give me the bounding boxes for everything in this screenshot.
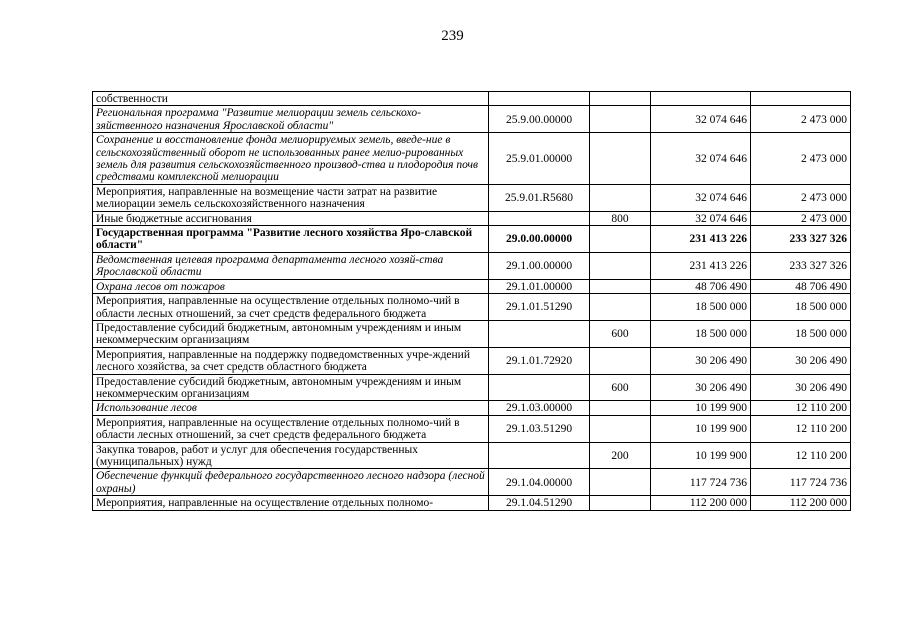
row-amount-year2-cell: 30 206 490 — [751, 374, 851, 401]
row-name-cell: Региональная программа "Развитие мелиорации земель сельскохо-зяйственного назначения Ярославской области" — [93, 106, 489, 133]
row-amount-year2-cell: 2 473 000 — [751, 184, 851, 211]
row-expense-type-cell — [590, 496, 651, 510]
table-row — [93, 469, 851, 496]
row-code-cell: 29.1.03.00000 — [489, 401, 590, 415]
table-row — [93, 184, 851, 211]
row-amount-year1-cell: 231 413 226 — [651, 252, 751, 279]
row-expense-type-cell — [590, 106, 651, 133]
table-row — [93, 294, 851, 321]
row-name-cell: Мероприятия, направленные на осуществление отдельных полномо-чий в области лесных отношений, за счет средств федерального бюджета — [93, 415, 489, 442]
row-name-cell: Государственная программа "Развитие лесного хозяйства Яро-славской области" — [93, 226, 489, 253]
row-expense-type-cell — [590, 252, 651, 279]
row-amount-year1-cell: 112 200 000 — [651, 496, 751, 510]
row-expense-type-cell: 600 — [590, 320, 651, 347]
row-amount-year2-cell — [751, 92, 851, 106]
row-amount-year1-cell: 30 206 490 — [651, 347, 751, 374]
row-name-cell: Сохранение и восстановление фонда мелиорируемых земель, введе-ние в сельскохозяйственный оборот не использованных ранее мелио-рированных земель для развития сельскохозяйственного производ-ства и плодородия почв средствами комплексной мелиорации — [93, 133, 489, 185]
row-code-cell — [489, 374, 590, 401]
row-code-cell: 29.1.04.51290 — [489, 496, 590, 510]
row-code-cell: 25.9.00.00000 — [489, 106, 590, 133]
row-code-cell: 25.9.01.R5680 — [489, 184, 590, 211]
row-name-cell: Мероприятия, направленные на осуществление отдельных полномо-чий в области лесных отношений, за счет средств федерального бюджета — [93, 294, 489, 321]
row-amount-year2-cell: 30 206 490 — [751, 347, 851, 374]
budget-table — [92, 91, 851, 511]
row-amount-year2-cell: 12 110 200 — [751, 415, 851, 442]
row-amount-year1-cell: 10 199 900 — [651, 401, 751, 415]
row-name-cell: собственности — [93, 92, 489, 106]
row-name-cell: Иные бюджетные ассигнования — [93, 211, 489, 225]
table-row — [93, 442, 851, 469]
row-amount-year2-cell: 117 724 736 — [751, 469, 851, 496]
row-code-cell — [489, 211, 590, 225]
table-row — [93, 92, 851, 106]
row-amount-year2-cell: 2 473 000 — [751, 133, 851, 185]
row-expense-type-cell — [590, 226, 651, 253]
row-amount-year2-cell: 233 327 326 — [751, 252, 851, 279]
row-code-cell: 29.1.01.00000 — [489, 279, 590, 293]
row-code-cell — [489, 442, 590, 469]
row-expense-type-cell — [590, 133, 651, 185]
row-name-cell: Закупка товаров, работ и услуг для обеспечения государственных (муниципальных) нужд — [93, 442, 489, 469]
row-expense-type-cell — [590, 347, 651, 374]
row-expense-type-cell — [590, 279, 651, 293]
table-row — [93, 279, 851, 293]
row-amount-year2-cell: 18 500 000 — [751, 320, 851, 347]
table-row — [93, 211, 851, 225]
row-code-cell — [489, 92, 590, 106]
row-code-cell: 29.1.04.00000 — [489, 469, 590, 496]
table-row — [93, 401, 851, 415]
row-expense-type-cell — [590, 184, 651, 211]
table-row — [93, 347, 851, 374]
row-name-cell: Предоставление субсидий бюджетным, автономным учреждениям и иным некоммерческим организациям — [93, 374, 489, 401]
row-amount-year1-cell — [651, 92, 751, 106]
row-code-cell: 29.1.03.51290 — [489, 415, 590, 442]
row-expense-type-cell — [590, 415, 651, 442]
row-code-cell: 29.0.00.00000 — [489, 226, 590, 253]
row-name-cell: Мероприятия, направленные на возмещение части затрат на развитие мелиорации земель сельскохозяйственного назначения — [93, 184, 489, 211]
row-expense-type-cell — [590, 401, 651, 415]
row-amount-year2-cell: 112 200 000 — [751, 496, 851, 510]
row-amount-year2-cell: 12 110 200 — [751, 442, 851, 469]
page-number: 239 — [441, 28, 464, 44]
row-name-cell: Охрана лесов от пожаров — [93, 279, 489, 293]
row-amount-year1-cell: 32 074 646 — [651, 184, 751, 211]
table-row — [93, 226, 851, 253]
row-code-cell: 29.1.01.72920 — [489, 347, 590, 374]
row-amount-year1-cell: 10 199 900 — [651, 442, 751, 469]
row-amount-year1-cell: 32 074 646 — [651, 106, 751, 133]
row-expense-type-cell — [590, 469, 651, 496]
table-row — [93, 496, 851, 510]
row-amount-year2-cell: 18 500 000 — [751, 294, 851, 321]
table-row — [93, 133, 851, 185]
row-name-cell: Использование лесов — [93, 401, 489, 415]
table-row — [93, 252, 851, 279]
row-amount-year1-cell: 32 074 646 — [651, 133, 751, 185]
row-name-cell: Мероприятия, направленные на осуществление отдельных полномо- — [93, 496, 489, 510]
row-amount-year2-cell: 48 706 490 — [751, 279, 851, 293]
row-expense-type-cell: 600 — [590, 374, 651, 401]
row-expense-type-cell — [590, 92, 651, 106]
row-expense-type-cell — [590, 294, 651, 321]
row-amount-year2-cell: 2 473 000 — [751, 211, 851, 225]
row-code-cell — [489, 320, 590, 347]
row-name-cell: Предоставление субсидий бюджетным, автономным учреждениям и иным некоммерческим организациям — [93, 320, 489, 347]
row-amount-year1-cell: 18 500 000 — [651, 320, 751, 347]
row-name-cell: Мероприятия, направленные на поддержку подведомственных учре-ждений лесного хозяйства, за счет средств областного бюджета — [93, 347, 489, 374]
table-row — [93, 374, 851, 401]
row-amount-year1-cell: 231 413 226 — [651, 226, 751, 253]
row-amount-year1-cell: 30 206 490 — [651, 374, 751, 401]
row-code-cell: 29.1.01.51290 — [489, 294, 590, 321]
row-expense-type-cell: 200 — [590, 442, 651, 469]
budget-table-body — [93, 92, 851, 511]
row-amount-year2-cell: 2 473 000 — [751, 106, 851, 133]
row-amount-year1-cell: 48 706 490 — [651, 279, 751, 293]
row-name-cell: Ведомственная целевая программа департамента лесного хозяй-ства Ярославской области — [93, 252, 489, 279]
row-code-cell: 25.9.01.00000 — [489, 133, 590, 185]
table-row — [93, 320, 851, 347]
table-row — [93, 415, 851, 442]
row-amount-year1-cell: 10 199 900 — [651, 415, 751, 442]
table-row — [93, 106, 851, 133]
row-amount-year1-cell: 117 724 736 — [651, 469, 751, 496]
row-code-cell: 29.1.00.00000 — [489, 252, 590, 279]
row-name-cell: Обеспечение функций федерального государственного лесного надзора (лесной охраны) — [93, 469, 489, 496]
row-amount-year2-cell: 12 110 200 — [751, 401, 851, 415]
row-amount-year2-cell: 233 327 326 — [751, 226, 851, 253]
row-amount-year1-cell: 32 074 646 — [651, 211, 751, 225]
row-expense-type-cell: 800 — [590, 211, 651, 225]
row-amount-year1-cell: 18 500 000 — [651, 294, 751, 321]
